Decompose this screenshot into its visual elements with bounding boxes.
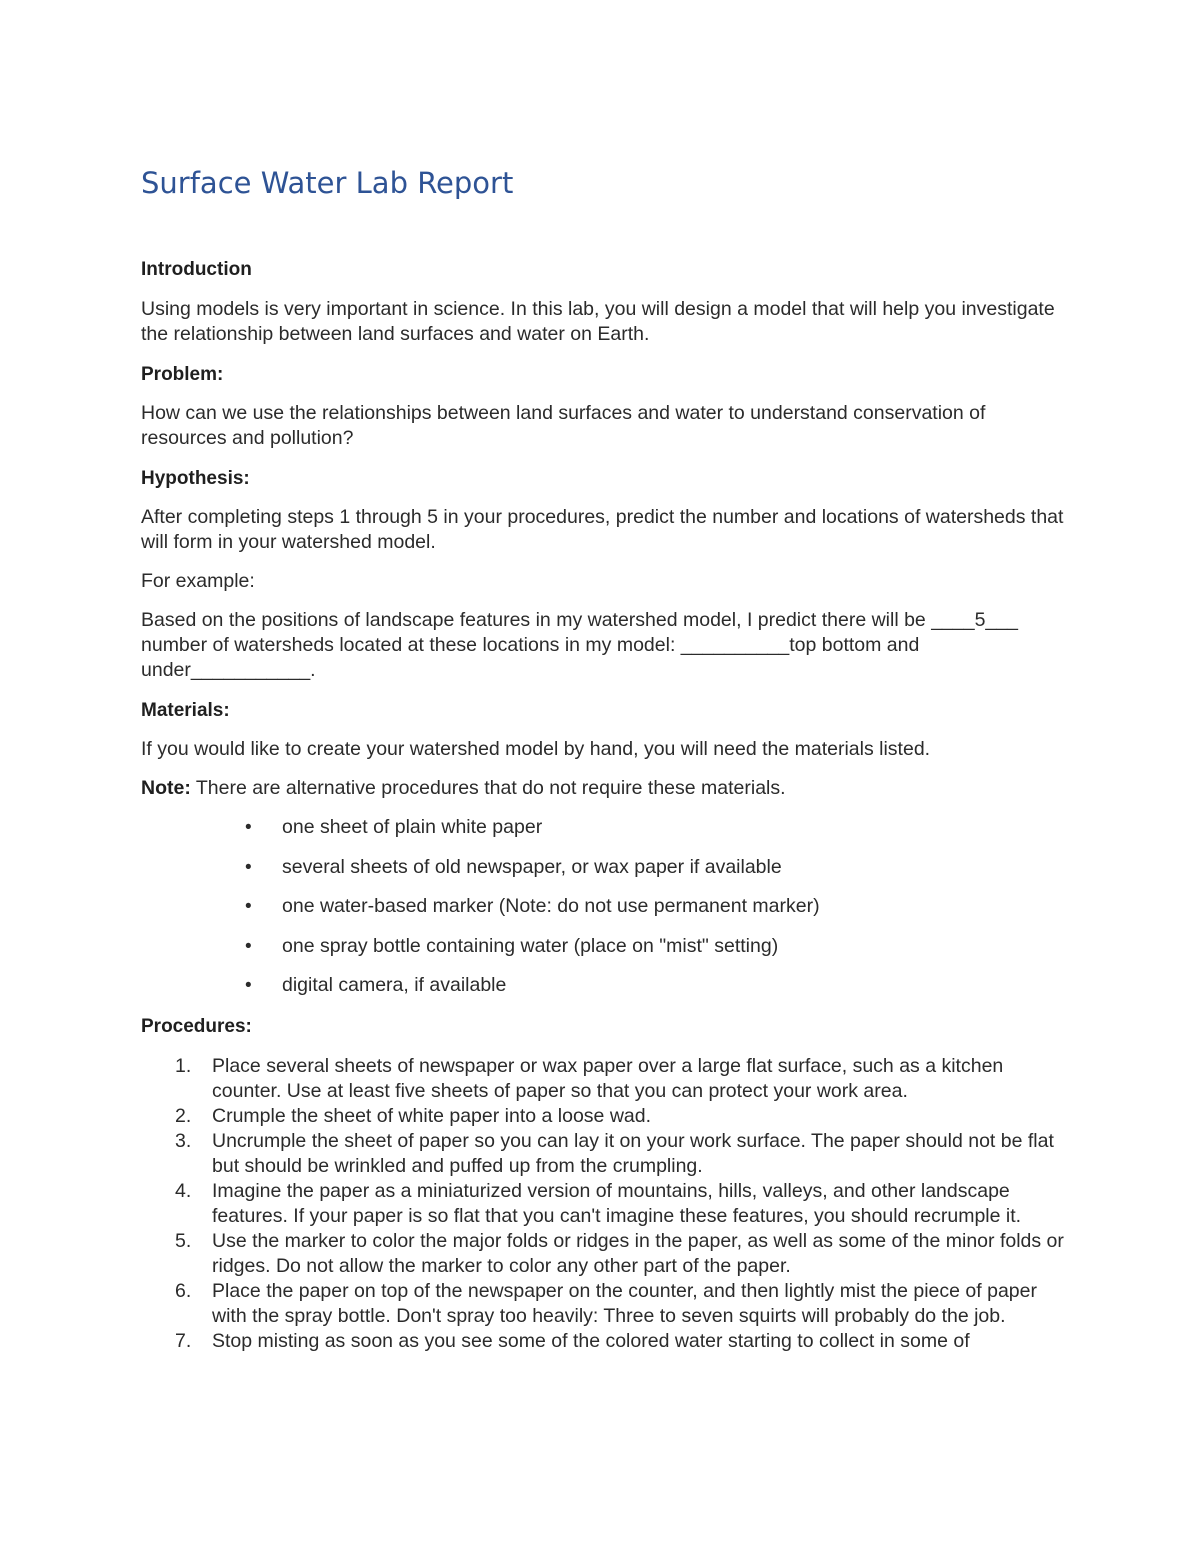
document-title: Surface Water Lab Report [141,166,514,200]
step-text: Crumple the sheet of white paper into a loose wad. [212,1105,652,1127]
example-label: For example: [141,570,255,592]
material-item: digital camera, if available [282,974,507,997]
list-item [141,1229,1071,1279]
bullet-glyph: • [245,817,252,838]
step-text: Stop misting as soon as you see some of the colored water starting to collect in some of [212,1330,970,1352]
bullet-glyph: • [245,975,252,997]
list-item [141,1179,1071,1229]
step-number: 6. [175,1280,192,1302]
step-text: Place the paper on top of the newspaper on the counter, and then lightly mist the piece of paper with the spray bottle. Don't spray too heavily: Three to seven squirts will probably do the job. [212,1280,1037,1327]
problem-heading: Problem: [141,364,224,385]
list-item [141,1279,1071,1329]
list-item [141,1054,1071,1104]
list-item [141,1104,1071,1129]
material-item: one sheet of plain white paper [282,816,543,838]
bullet-glyph: • [245,935,252,957]
note-label: Note: [141,777,191,799]
step-text: Use the marker to color the major folds or ridges in the paper, as well as some of the minor folds or ridges. Do not allow the marker to color any other part of the paper. [212,1230,1064,1277]
bullet-glyph: • [245,856,252,878]
materials-heading: Materials: [141,700,230,721]
material-item: one water-based marker (Note: do not use permanent marker) [282,895,820,918]
step-text: Uncrumple the sheet of paper so you can lay it on your work surface. The paper should not be flat but should be wrinkled and puffed up from the crumpling. [212,1130,1054,1177]
step-text: Place several sheets of newspaper or wax paper over a large flat surface, such as a kitchen counter. Use at least five sheets of paper so that you can protect your work area. [212,1055,1004,1102]
introduction-text: Using models is very important in science. In this lab, you will design a model that will help you investigate the relationship between land surfaces and water on Earth. [141,298,1055,345]
materials-note [141,776,1066,801]
material-item: several sheets of old newspaper, or wax paper if available [282,855,782,878]
procedures-heading: Procedures: [141,1016,252,1037]
materials-text: If you would like to create your watershed model by hand, you will need the materials listed. [141,738,931,760]
material-item: one spray bottle containing water (place on "mist" setting) [282,934,779,957]
step-number: 3. [175,1130,192,1152]
step-number: 7. [175,1330,192,1352]
procedures-list [141,1054,1071,1354]
step-number: 1. [175,1055,192,1077]
hypothesis-heading: Hypothesis: [141,468,250,489]
step-text: Imagine the paper as a miniaturized version of mountains, hills, valleys, and other landscape features. If your paper is so flat that you can't imagine these features, you should recrumple it. [212,1180,1022,1227]
hypothesis-text: After completing steps 1 through 5 in your procedures, predict the number and locations of watersheds that will form in your watershed model. [141,506,1064,553]
list-item [141,1129,1071,1179]
example-text: Based on the positions of landscape features in my watershed model, I predict there will be ____5___ number of watersheds located at these locations in my model: __________top bottom and under___________. [141,609,1018,681]
step-number: 5. [175,1230,192,1252]
bullet-glyph: • [245,896,252,918]
step-number: 4. [175,1180,192,1202]
note-text: There are alternative procedures that do not require these materials. [190,777,786,799]
step-number: 2. [175,1105,192,1127]
introduction-heading: Introduction [141,259,252,280]
problem-text: How can we use the relationships between land surfaces and water to understand conservation of resources and pollution? [141,402,986,449]
list-item [141,1329,1071,1354]
